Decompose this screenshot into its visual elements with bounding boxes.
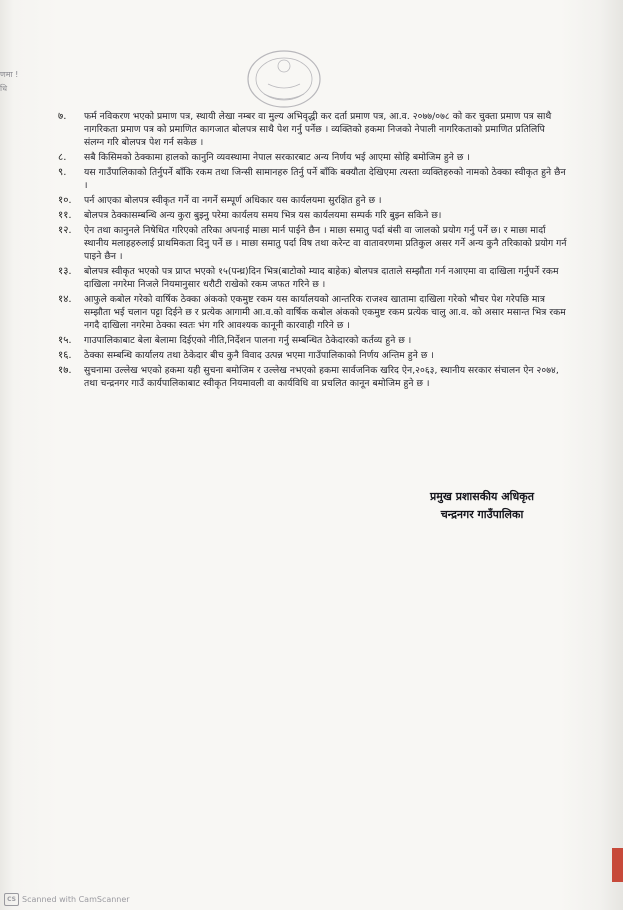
item-text: सुचनामा उल्लेख भएको हकमा यही सुचना बमोजिम र उल्लेख नभएको हकमा सार्वजनिक खरिद ऐन,२०६३, स्थानीय सरकार संचालन ऐन २०७४, तथा चन्द्रनगर गाउँ कार्यपालिकाबाट स्वीकृत नियमावली वा कार्यविधि वा प्रचलित कानून बमोजिम हुने छ । — [84, 365, 559, 389]
item-number: १२. — [58, 225, 72, 236]
item-text: बोलपत्र स्वीकृत भएको पत्र प्राप्त भएको १५(पन्ध्र)दिन भित्र(बाटोको म्याद बाहेक) बोलपत्र दाताले सम्झौता गर्न नआएमा वा दाखिला गर्नुपर्ने रकम दाखिला नगरेमा निजले नियमानुसार धरौटी राखेको रकम जफत गरिने छ । — [84, 266, 559, 290]
list-item — [58, 224, 568, 263]
item-number: १४. — [58, 294, 72, 305]
item-text: यस गाउँपालिकाको तिर्नुपर्ने बाँकि रकम तथा जिन्सी सामानहरु तिर्नु पर्ने बाँकि बक्यौता देखिएमा त्यस्ता व्यक्तिहरुको नामको ठेक्का स्वीकृत हुने छैन । — [84, 167, 566, 191]
margin-fragment-2: धि — [0, 84, 7, 93]
list-item — [58, 110, 568, 149]
office-stamp-icon — [238, 44, 330, 114]
list-item — [58, 349, 568, 362]
item-number: १०. — [58, 195, 72, 206]
signatory-title: प्रमुख प्रशासकीय अधिकृत — [430, 490, 534, 503]
list-item — [58, 293, 568, 332]
terms-list — [58, 110, 568, 392]
item-number: ९. — [58, 167, 67, 178]
item-number: १३. — [58, 266, 72, 277]
item-number: ७. — [58, 111, 67, 122]
item-text: ठेक्का सम्बन्धि कार्यालय तथा ठेकेदार बीच कुनै विवाद उत्पन्न भएमा गाउँपालिकाको निर्णय अन्तिम हुने छ । — [84, 350, 434, 361]
camscanner-logo-icon: CS — [4, 893, 19, 906]
list-item — [58, 151, 568, 164]
signature-block — [392, 488, 572, 524]
item-text: बोलपत्र ठेक्कासम्बन्धि अन्य कुरा बुझ्नु परेमा कार्यलय समय भित्र यस कार्यलयमा सम्पर्क गरि बुझ्न सकिने छ। — [84, 210, 442, 221]
list-item — [58, 194, 568, 207]
item-text: ऐन तथा कानुनले निषेधित गरिएको तरिका अपनाई माछा मार्न पाईने छैन । माछा समातु पर्दा बंसी वा जालको प्रयोग गर्नु पर्ने छ। र माछा मार्दा स्थानीय मलाहहरुलाई प्राथमिकता दिनु पर्ने छ । माछा समातु पर्दा विष तथा करेन्ट वा वातावरणमा प्रतिकुल असर गर्ने अन्य कुनै तरिकाको प्रयोग गर्न पाइने छैन । — [84, 225, 567, 262]
item-text: आफुले कबोल गरेको वार्षिक ठेक्का अंकको एकमुष्ट रकम यस कार्यालयको आन्तरिक राजश्व खातामा दाखिला गरेको भौचर पेश गरेपछि मात्र सम्झौता भई चलान पट्टा दिईने छ र प्रत्येक आगामी आ.व.को वार्षिक कबोल अंकको एकमुष्ट रकम प्रत्येक चालु आ.व. को असार मसान्त भित्र रकम नगदै दाखिला नगरेमा ठेक्का स्वतः भंग गरि आवश्यक कानूनी कारवाही गरिने छ । — [84, 294, 566, 331]
left-margin-fragments — [0, 68, 18, 96]
margin-fragment-1: णमा ! — [0, 70, 19, 79]
list-item — [58, 209, 568, 222]
list-item — [58, 265, 568, 291]
list-item — [58, 334, 568, 347]
item-number: १५. — [58, 335, 72, 346]
item-text: सबै किसिमको ठेक्कामा हालको कानुनि व्यवस्थामा नेपाल सरकारबाट अन्य निर्णय भई आएमा सोहि बमोजिम हुने छ । — [84, 152, 470, 163]
item-number: ११. — [58, 210, 72, 221]
item-number: ८. — [58, 152, 67, 163]
list-item — [58, 166, 568, 192]
item-text: गाउपालिकाबाट बेला बेलामा दिईएको नीति,निर्देशन पालना गर्नु सम्बन्धित ठेकेदारको कर्तव्य हुने छ । — [84, 335, 412, 346]
watermark-text: Scanned with CamScanner — [22, 895, 130, 904]
item-text: पर्न आएका बोलपत्र स्वीकृत गर्ने वा नगर्ने सम्पूर्ण अधिकार यस कार्यलयमा सुरक्षित हुने छ । — [84, 195, 382, 206]
list-item — [58, 364, 568, 390]
item-text: फर्म नविकरण भएको प्रमाण पत्र, स्थायी लेखा नम्बर वा मुल्य अभिवृद्धी कर दर्ता प्रमाण पत्र, आ.व. २०७७/०७८ को कर चुक्ता प्रमाण पत्र साथै नागरिकता प्रमाण पत्र को प्रमाणित कागजात बोलपत्र साथै पेश गर्नु पर्नेछ । व्यक्तिको हकमा निजको नेपाली नागरिकताको प्रमाणित प्रतिलिपि संलग्न गरि बोलपत्र पेश गर्न सकेछ । — [84, 111, 552, 148]
item-number: १७. — [58, 365, 72, 376]
item-number: १६. — [58, 350, 72, 361]
scanner-watermark — [4, 893, 130, 906]
edge-mark — [612, 848, 623, 882]
signatory-office: चन्द्रनगर गाउँपालिका — [440, 508, 524, 521]
